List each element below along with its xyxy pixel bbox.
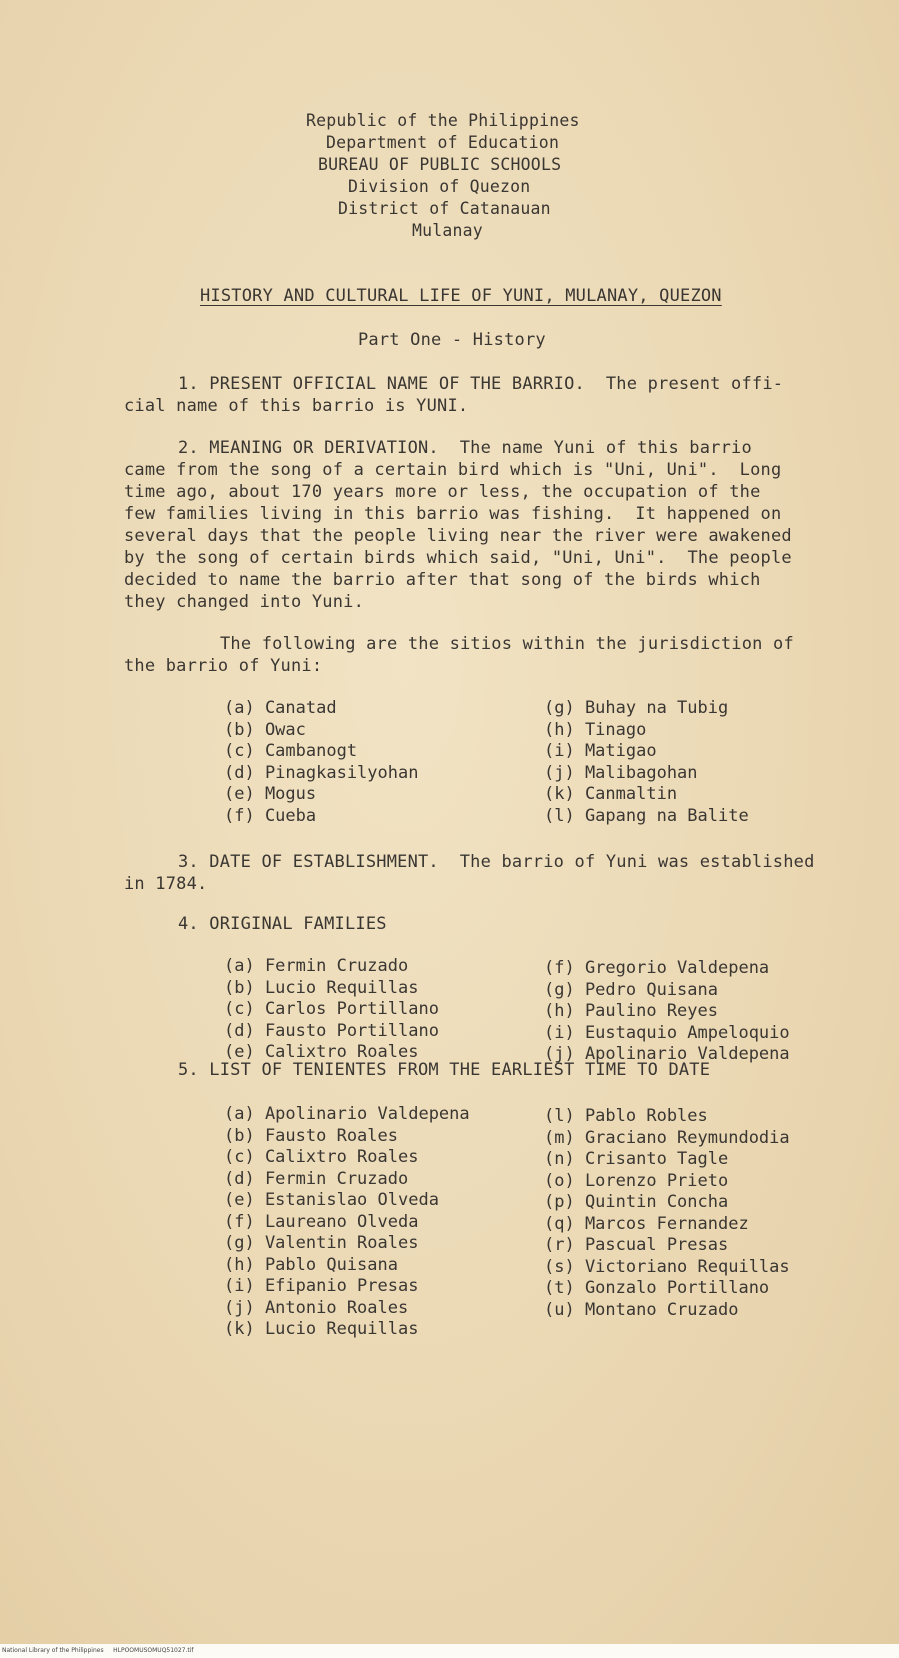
list-item: (t) Gonzalo Portillano (544, 1278, 770, 1298)
list-item: (n) Crisanto Tagle (544, 1149, 729, 1169)
section4-heading: 4. ORIGINAL FAMILIES (178, 914, 387, 934)
list-item: (r) Pascual Presas (544, 1235, 729, 1255)
list-item: (c) Cambanogt (224, 741, 358, 761)
list-item: (j) Malibagohan (544, 762, 698, 783)
list-item: (d) Fermin Cruzado (224, 1168, 409, 1189)
section2-line: 2. MEANING OR DERIVATION. The name Yuni of this barrio (178, 438, 752, 458)
list-item: (j) Antonio Roales (224, 1297, 409, 1318)
document-title: HISTORY AND CULTURAL LIFE OF YUNI, MULANAY, QUEZON (200, 286, 722, 306)
list-item: (h) Paulino Reyes (544, 1001, 718, 1021)
section2-line: they changed into Yuni. (124, 592, 365, 612)
section2-line: several days that the people living near the river were awakened (124, 526, 792, 546)
list-item: (a) Apolinario Valdepena (224, 1104, 470, 1124)
list-item: (h) Pablo Quisana (224, 1254, 398, 1275)
list-item: (i) Eustaquio Ampeloquio (544, 1022, 790, 1043)
list-item: (l) Gapang na Balite (544, 805, 749, 826)
header-republic: Republic of the Philippines (306, 111, 580, 130)
header-bureau: BUREAU OF PUBLIC SCHOOLS (318, 155, 562, 174)
sitios-left-list (224, 698, 418, 827)
list-item: (k) Lucio Requillas (224, 1319, 419, 1339)
tenientes-left-list (224, 1104, 470, 1341)
section3-line1: 3. DATE OF ESTABLISHMENT. The barrio of Yuni was established (178, 852, 815, 872)
section1-line2: cial name of this barrio is YUNI. (124, 396, 469, 416)
list-item: (k) Canmaltin (544, 784, 678, 804)
list-item: (f) Laureano Olveda (224, 1211, 419, 1232)
list-item: (d) Fausto Portillano (224, 1020, 439, 1041)
list-item: (p) Quintin Concha (544, 1192, 729, 1212)
list-item: (i) Matigao (544, 741, 657, 761)
tenientes-right-list (544, 1106, 790, 1321)
header-municipality: Mulanay (412, 221, 483, 240)
section5-heading: 5. LIST OF TENIENTES FROM THE EARLIEST TIME TO DATE (178, 1060, 711, 1080)
list-item: (h) Tinago (544, 719, 647, 740)
header-district: District of Catanauan (338, 199, 551, 218)
list-item: (u) Montano Cruzado (544, 1299, 739, 1320)
header-department: Department of Education (326, 133, 560, 152)
list-item: (m) Graciano Reymundodia (544, 1127, 790, 1148)
list-item: (f) Gregorio Valdepena (544, 958, 770, 978)
families-right-list (544, 958, 790, 1066)
list-item: (e) Estanislao Olveda (224, 1190, 439, 1210)
sitios-right-list (544, 698, 749, 827)
list-item: (f) Cueba (224, 805, 317, 826)
section2-line: few families living in this barrio was fishing. It happened on (124, 504, 782, 524)
sitios-intro: The following are the sitios within the jurisdiction of (220, 634, 794, 654)
section2-line: decided to name the barrio after that song of the birds which (124, 570, 761, 590)
scan-footer: National Library of the Philippines HLPOOMUSOMUQ51027.tif (0, 1644, 899, 1658)
header-division: Division of Quezon (348, 177, 531, 196)
section2-line: came from the song of a certain bird which is "Uni, Uni". Long (124, 460, 782, 480)
list-item: (c) Carlos Portillano (224, 999, 439, 1019)
section3-line2: in 1784. (124, 874, 208, 894)
families-left-list (224, 956, 439, 1064)
list-item: (a) Canatad (224, 698, 337, 718)
list-item: (b) Lucio Requillas (224, 977, 419, 998)
list-item: (d) Pinagkasilyohan (224, 762, 419, 783)
list-item: (b) Fausto Roales (224, 1125, 398, 1146)
list-item: (g) Valentin Roales (224, 1233, 419, 1253)
list-item: (e) Mogus (224, 784, 317, 804)
section2-line: time ago, about 170 years more or less, the occupation of the (124, 482, 761, 502)
list-item: (c) Calixtro Roales (224, 1147, 419, 1167)
section2-line: by the song of certain birds which said, "Uni, Uni". The people (124, 548, 792, 568)
list-item: (a) Fermin Cruzado (224, 956, 409, 976)
list-item: (e) Calixtro Roales (224, 1042, 419, 1062)
part-heading: Part One - History (358, 330, 546, 350)
list-item: (g) Buhay na Tubig (544, 698, 729, 718)
list-item: (l) Pablo Robles (544, 1106, 708, 1126)
section1-line1: 1. PRESENT OFFICIAL NAME OF THE BARRIO. The present offi- (178, 374, 784, 394)
list-item: (o) Lorenzo Prieto (544, 1170, 729, 1191)
list-item: (b) Owac (224, 719, 306, 740)
list-item: (g) Pedro Quisana (544, 979, 718, 1000)
list-item: (j) Apolinario Valdepena (544, 1044, 790, 1064)
list-item: (s) Victoriano Requillas (544, 1256, 790, 1277)
sitios-intro: the barrio of Yuni: (124, 656, 323, 676)
list-item: (i) Efipanio Presas (224, 1276, 419, 1296)
list-item: (q) Marcos Fernandez (544, 1213, 749, 1234)
